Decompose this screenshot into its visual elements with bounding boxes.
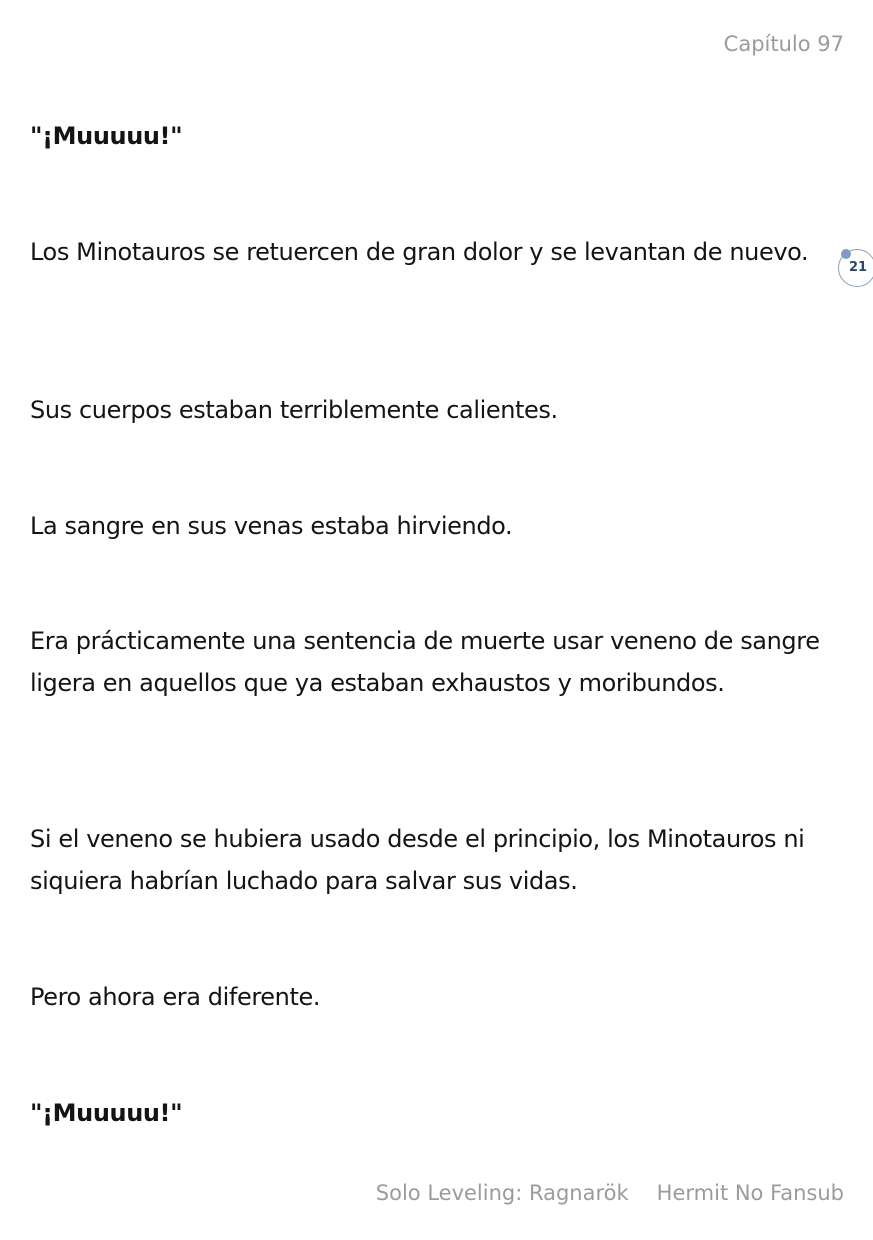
series-title: Solo Leveling: Ragnarök: [375, 1181, 629, 1205]
paragraph: Era prácticamente una sentencia de muerte usar veneno de sangre ligera en aquellos que ya estaban exhaustos y moribundos.: [30, 627, 820, 697]
translation-group: Hermit No Fansub: [656, 1181, 844, 1205]
page-number: 21: [849, 260, 868, 275]
paragraph: La sangre en sus venas estaba hirviendo.: [30, 512, 513, 540]
chapter-label: Capítulo 97: [723, 32, 844, 56]
paragraph: "¡Muuuuu!": [30, 122, 183, 150]
badge-dot-icon: [841, 249, 851, 259]
paragraph: Sus cuerpos estaban terriblemente calientes.: [30, 396, 558, 424]
footer-credits: [376, 1181, 844, 1205]
paragraph: "¡Muuuuu!": [30, 1099, 183, 1127]
paragraph: Los Minotauros se retuercen de gran dolor y se levantan de nuevo.: [30, 238, 809, 266]
paragraph: Si el veneno se hubiera usado desde el principio, los Minotauros ni siquiera habrían luchado para salvar sus vidas.: [30, 825, 805, 895]
paragraph: Pero ahora era diferente.: [30, 983, 321, 1011]
